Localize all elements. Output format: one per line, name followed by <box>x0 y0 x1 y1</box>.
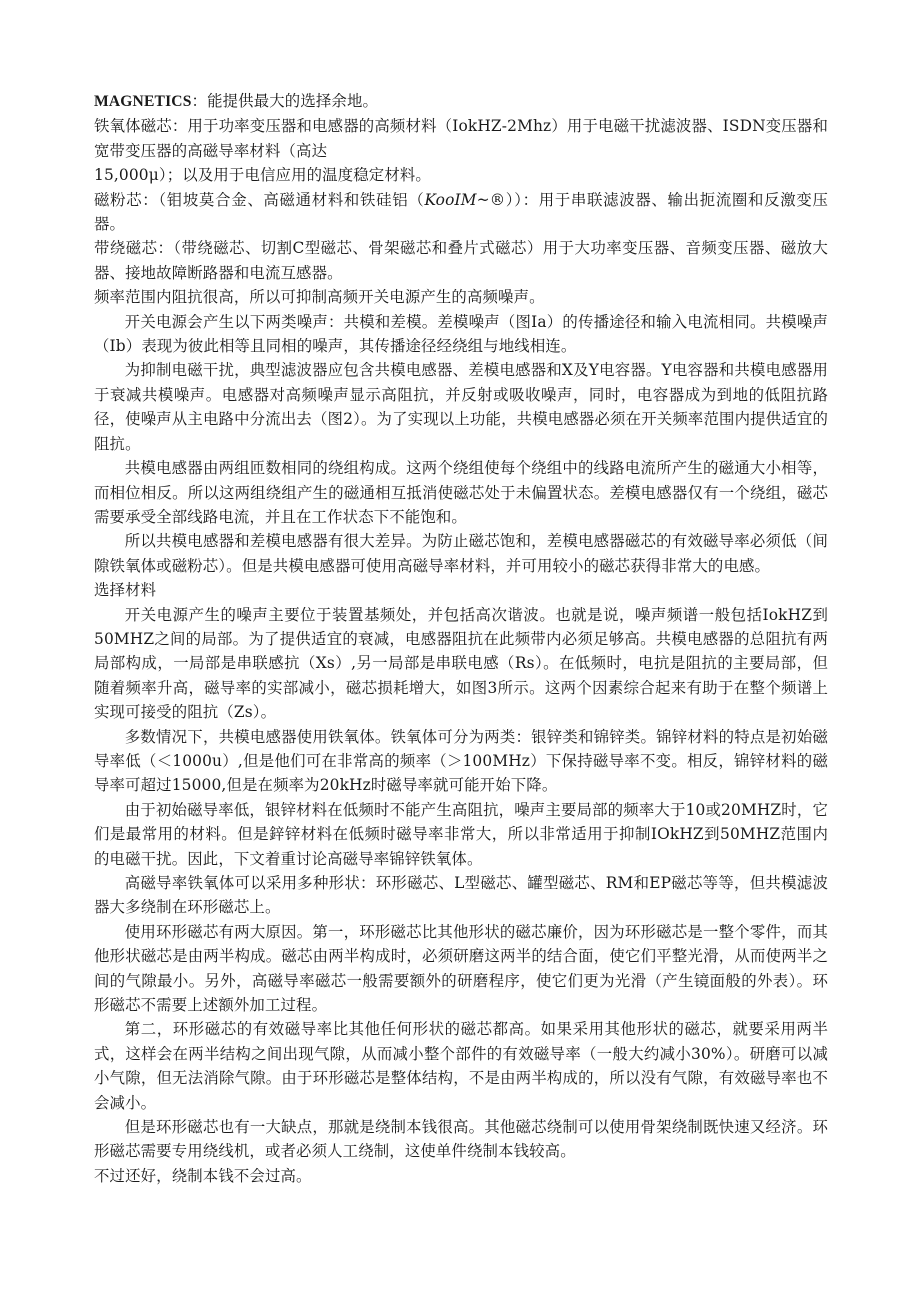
powder-core-description: 磁粉芯：（钼坡莫合金、高磁通材料和铁硅铝（KooIM~®））：用于串联滤波器、输出扼流圈和反激变压器。 <box>94 190 828 234</box>
section-paragraph: 开关电源产生的噪声主要位于装置基频处，并包括高次谐波。也就是说，噪声频谱一般包括IokHZ到50MHZ之间的局部。为了提供适宜的衰减，电感器阻抗在此频带内必须足够高。共模电感器的总阻抗有两局部构成，一局部是串联感抗（Xs）,另一局部是串联电感（Rs）。在低频时，电抗是阻抗的主要局部，但随着频率升高，磁导率的实部减小，磁芯损耗增大，如图3所示。这两个因素综合起来有助于在整个频谱上实现可接受的阻抗（Zs）。 <box>94 605 828 722</box>
section-paragraph: 第二，环形磁芯的有效磁导率比其他任何形状的磁芯都高。如果采用其他形状的磁芯，就要采用两半式，这样会在两半结构之间出现气隙，从而减小整个部件的有效磁导率（一般大约减小30%）。研磨可以减小气隙，但无法消除气隙。由于环形磁芯是整体结构，不是由两半构成的，所以没有气隙，有效磁导率也不会减小。 <box>94 1020 828 1112</box>
document-page <box>94 89 828 1188</box>
body-paragraph: 所以共模电感器和差模电感器有很大差异。为防止磁芯饱和，差模电感器磁芯的有效磁导率必须低（间隙铁氧体或磁粉芯）。但是共模电感器可使用高磁导率材料，并可用较小的磁芯获得非常大的电感。 <box>94 532 828 575</box>
section-paragraph: 但是环形磁芯也有一大缺点，那就是绕制本钱很高。其他磁芯绕制可以使用骨架绕制既快速又经济。环形磁芯需要专用绕线机，或者必须人工绕制，这使单件绕制本钱较高。 <box>94 1118 828 1161</box>
impedance-note: 频率范围内阻抗很高，所以可抑制高频开关电源产生的高频噪声。 <box>94 288 545 307</box>
body-paragraph: 为抑制电磁干扰，典型滤波器应包含共模电感器、差模电感器和X及Y电容器。Y电容器和共模电感器用于衰减共模噪声。电感器对高频噪声显示高阻抗，并反射或吸收噪声，同时，电容器成为到地的低阻抗路径，使噪声从主电路中分流出去（图2）。为了实现以上功能，共模电感器必须在开关频率范围内提供适宜的阻抗。 <box>94 361 828 453</box>
intro-line <box>94 89 828 114</box>
kool-mu-brand: KooIM~® <box>424 190 506 209</box>
body-paragraph: 共模电感器由两组匝数相同的绕组构成。这两个绕组使每个绕组中的线路电流所产生的磁通大小相等，而相位相反。所以这两组绕组产生的磁通相互抵消使磁芯处于未偏置状态。差模电感器仅有一个绕组，磁芯需要承受全部线路电流，并且在工作状态下不能饱和。 <box>94 459 828 526</box>
brand-name: MAGNETICS <box>94 93 192 110</box>
section-paragraph: 高磁导率铁氧体可以采用多种形状：环形磁芯、L型磁芯、罐型磁芯、RM和EP磁芯等等，但共模滤波器大多绕制在环形磁芯上。 <box>94 874 828 917</box>
section-paragraph: 由于初始磁导率低，银锌材料在低频时不能产生高阻抗，噪声主要局部的频率大于10或20MHZ时，它们是最常用的材料。但是鋅锌材料在低频时磁导率非常大，所以非常适用于抑制IOkHZ到50MHZ范围内的电磁干扰。因此，下文着重讨论高磁导率锦锌铁氧体。 <box>94 800 828 868</box>
ferrite-core-description: 铁氧体磁芯：用于功率变压器和电感器的高频材料（IokHZ-2Mhz）用于电磁干扰滤波器、ISDN变压器和宽带变压器的高磁导率材料（高达 <box>94 117 828 160</box>
tape-wound-core-description: 带绕磁芯：（带绕磁芯、切割C型磁芯、骨架磁芯和叠片式磁芯）用于大功率变压器、音频变压器、磁放大器、接地故障断路器和电流互感器。 <box>94 239 828 282</box>
intro-text: ：能提供最大的选择余地。 <box>191 92 379 110</box>
ferrite-core-continuation: 15,000μ）；以及用于电信应用的温度稳定材料。 <box>94 166 431 185</box>
section-paragraph: 多数情况下，共模电感器使用铁氧体。铁氧体可分为两类：银锌类和锦锌类。锦锌材料的特点是初始磁导率低（＜1000u）,但是他们可在非常高的频率（＞100MHz）下保持磁导率不变。相反，锦锌材料的磁导率可超过15000,但是在频率为20kHz时磁导率就可能开始下降。 <box>94 727 828 795</box>
body-paragraph: 开关电源会产生以下两类噪声：共模和差模。差模噪声（图Ia）的传播途径和输入电流相同。共模噪声（Ib）表现为彼此相等且同相的噪声，其传播途径经绕组与地线相连。 <box>94 312 828 356</box>
section-paragraph: 使用环形磁芯有两大原因。第一，环形磁芯比其他形状的磁芯廉价，因为环形磁芯是一整个零件，而其他形状磁芯是由两半构成。磁芯由两半构成时，必须研磨这两半的结合面，使它们平整光滑，从而使两半之间的气隙最小。另外，高磁导率磁芯一般需要额外的研磨程序，使它们更为光滑（产生镜面般的外表）。环形磁芯不需要上述额外加工过程。 <box>94 922 828 1015</box>
closing-line: 不过还好，绕制本钱不会过高。 <box>94 1166 312 1185</box>
section-heading: 选择材料 <box>94 581 157 600</box>
